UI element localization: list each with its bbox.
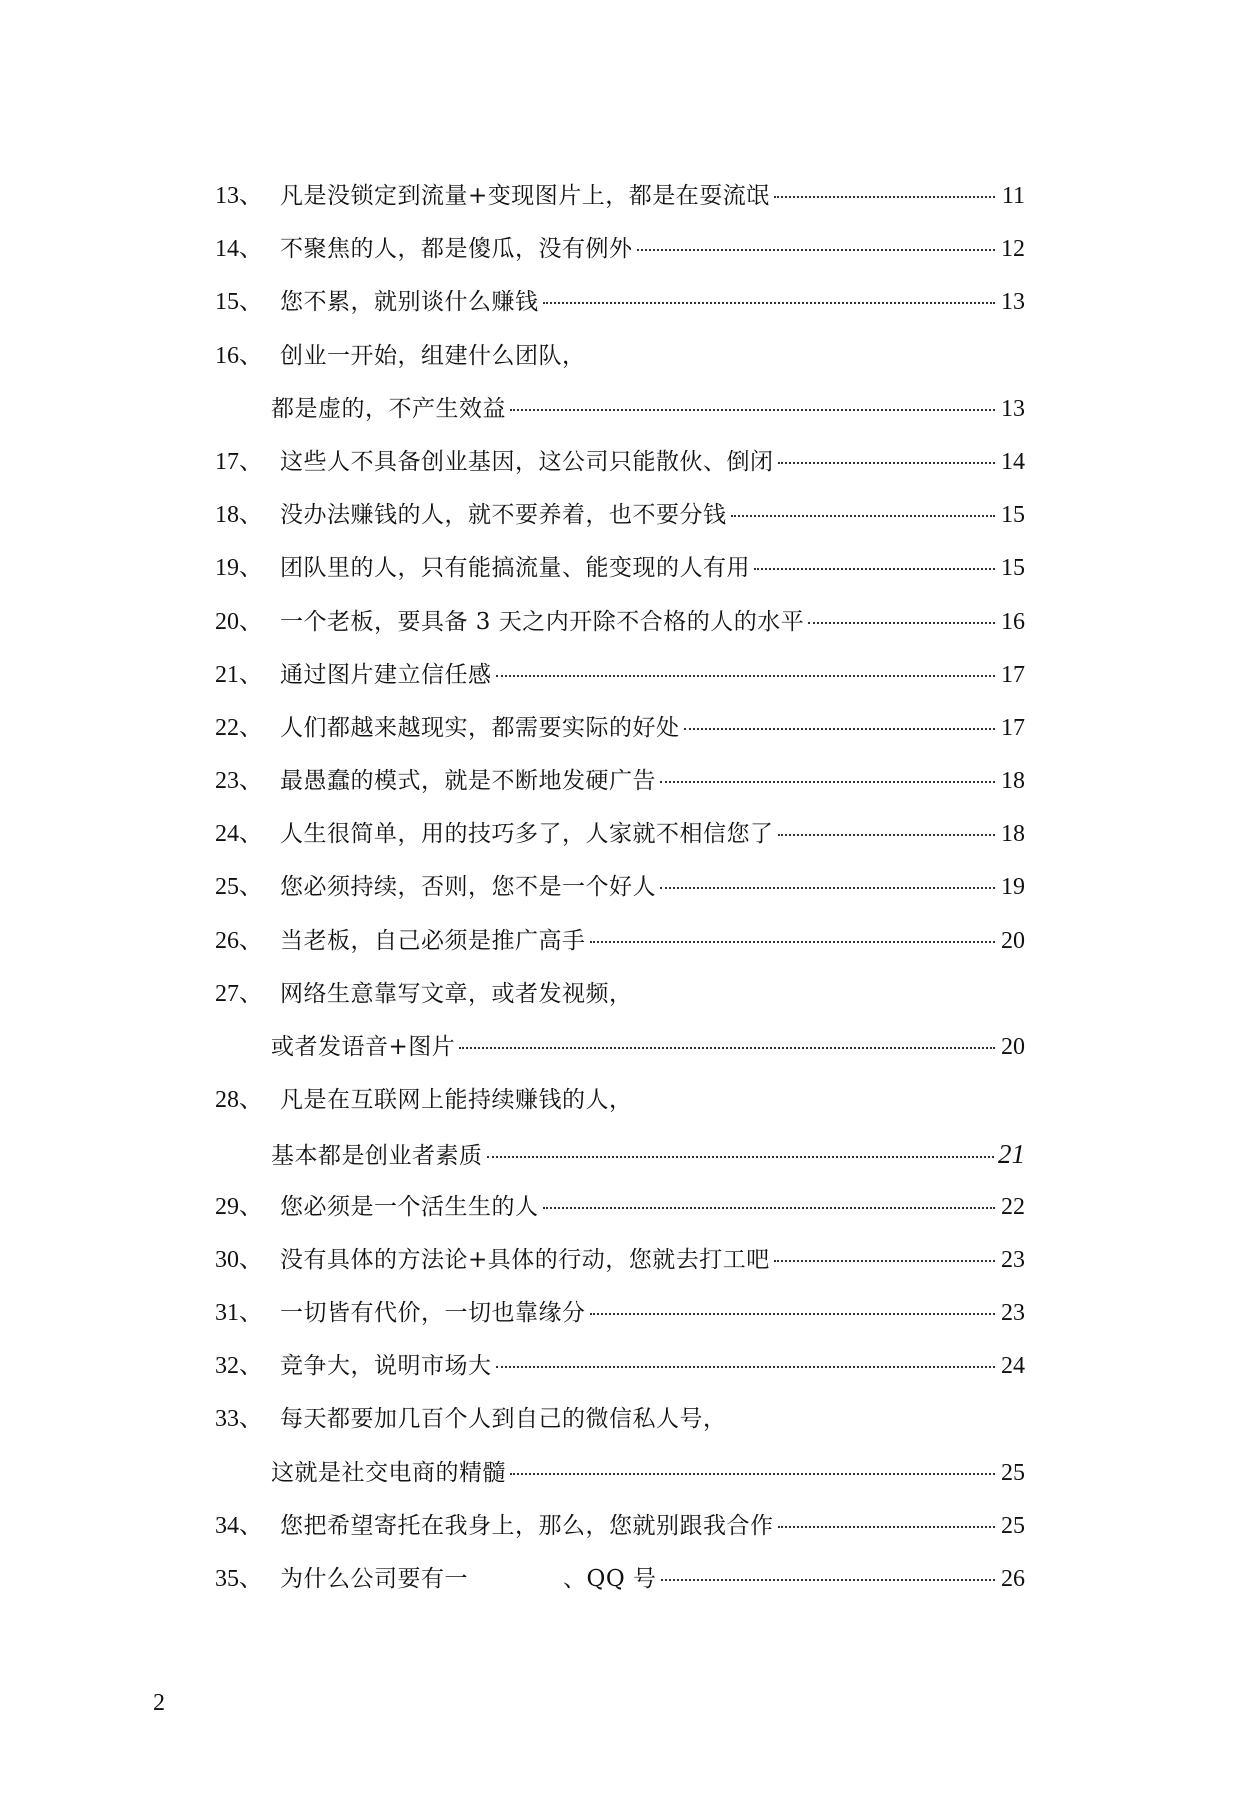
entry-title: 人生很简单，用的技巧多了，人家就不相信您了 — [280, 821, 774, 848]
entry-number: 24、 — [215, 821, 263, 848]
dot-leader — [637, 249, 996, 251]
entry-page: 25 — [1001, 1512, 1025, 1539]
toc-entry-33[interactable] — [215, 1407, 1025, 1460]
entry-title: 您必须持续，否则，您不是一个好人 — [280, 874, 656, 901]
entry-page: 13 — [1001, 395, 1025, 422]
dot-leader — [510, 409, 995, 411]
entry-page: 20 — [1001, 927, 1025, 954]
dot-leader — [808, 622, 995, 624]
dot-leader — [778, 1526, 996, 1528]
entry-title: 最愚蠢的模式，就是不断地发硬广告 — [280, 768, 656, 795]
toc-entry-31[interactable] — [215, 1301, 1025, 1354]
dot-leader — [660, 887, 995, 889]
toc-entry-17[interactable] — [215, 450, 1025, 503]
entry-number: 19、 — [215, 555, 263, 582]
entry-title: 您不累，就别谈什么赚钱 — [280, 289, 539, 316]
entry-number: 21、 — [215, 661, 263, 688]
toc-entry-27-continued[interactable] — [215, 1035, 1025, 1088]
entry-number: 31、 — [215, 1299, 263, 1326]
table-of-contents — [215, 184, 1025, 1620]
entry-title: 没办法赚钱的人，就不要养着，也不要分钱 — [280, 502, 727, 529]
entry-page: 26 — [1001, 1565, 1025, 1592]
dot-leader — [496, 675, 996, 677]
entry-number: 14、 — [215, 236, 263, 263]
toc-entry-24[interactable] — [215, 822, 1025, 875]
toc-entry-35[interactable] — [215, 1567, 1025, 1620]
entry-page: 18 — [1001, 821, 1025, 848]
entry-title: 凡是在互联网上能持续赚钱的人， — [280, 1087, 633, 1114]
entry-page: 13 — [1001, 289, 1025, 316]
entry-page: 18 — [1001, 768, 1025, 795]
entry-page: 24 — [1001, 1353, 1025, 1380]
entry-title: 当老板，自己必须是推广高手 — [280, 927, 586, 954]
dot-leader — [774, 1260, 995, 1262]
entry-title-part-2: 、QQ 号 — [563, 1565, 657, 1592]
entry-title-continued: 基本都是创业者素质 — [271, 1143, 483, 1170]
entry-page: 23 — [1001, 1246, 1025, 1273]
entry-number: 33、 — [215, 1406, 263, 1433]
entry-title: 凡是没锁定到流量+变现图片上，都是在耍流氓 — [280, 183, 770, 209]
toc-entry-15[interactable] — [215, 290, 1025, 343]
entry-title-continued: 或者发语音+图片 — [271, 1034, 456, 1060]
entry-title: 您必须是一个活生生的人 — [280, 1193, 539, 1220]
dot-leader — [754, 568, 995, 570]
entry-number: 32、 — [215, 1353, 263, 1380]
toc-entry-16[interactable] — [215, 344, 1025, 397]
dot-leader — [543, 1207, 996, 1209]
toc-entry-20[interactable] — [215, 610, 1025, 663]
entry-page: 17 — [1001, 661, 1025, 688]
entry-number: 28、 — [215, 1087, 263, 1114]
entry-number: 27、 — [215, 980, 263, 1007]
entry-number: 15、 — [215, 289, 263, 316]
entry-title: 没有具体的方法论+具体的行动，您就去打工吧 — [280, 1246, 770, 1273]
entry-page: 12 — [1001, 236, 1025, 263]
toc-entry-23[interactable] — [215, 769, 1025, 822]
entry-page: 22 — [1001, 1193, 1025, 1220]
entry-page: 20 — [1001, 1034, 1025, 1060]
toc-entry-32[interactable] — [215, 1354, 1025, 1407]
dot-leader — [496, 1366, 996, 1368]
footer-page-number: 2 — [153, 1690, 165, 1716]
entry-number: 16、 — [215, 342, 263, 369]
dot-leader — [590, 1313, 996, 1315]
entry-title: 通过图片建立信任感 — [280, 661, 492, 688]
entry-title: 您把希望寄托在我身上，那么，您就别跟我合作 — [280, 1512, 774, 1539]
toc-entry-18[interactable] — [215, 503, 1025, 556]
dot-leader — [661, 1579, 995, 1581]
entry-title: 网络生意靠写文章，或者发视频， — [280, 980, 633, 1007]
entry-title: 团队里的人，只有能搞流量、能变现的人有用 — [280, 555, 750, 582]
dot-leader — [487, 1156, 995, 1158]
toc-entry-27[interactable] — [215, 982, 1025, 1035]
dot-leader — [778, 462, 996, 464]
entry-title: 竞争大，说明市场大 — [280, 1353, 492, 1380]
toc-entry-28[interactable] — [215, 1088, 1025, 1141]
dot-leader — [510, 1473, 995, 1475]
entry-number: 35、 — [215, 1565, 263, 1592]
toc-entry-19[interactable] — [215, 556, 1025, 609]
dot-leader — [590, 941, 996, 943]
toc-entry-25[interactable] — [215, 875, 1025, 928]
dot-leader — [774, 196, 995, 198]
entry-number: 26、 — [215, 927, 263, 954]
entry-page: 25 — [1001, 1459, 1025, 1486]
dot-leader — [778, 834, 996, 836]
entry-page: 16 — [1001, 608, 1025, 635]
entry-number: 18、 — [215, 502, 263, 529]
toc-entry-30[interactable] — [215, 1248, 1025, 1301]
toc-entry-29[interactable] — [215, 1195, 1025, 1248]
entry-title — [278, 1565, 657, 1592]
toc-entry-14[interactable] — [215, 237, 1025, 290]
entry-number: 17、 — [215, 448, 263, 475]
entry-number: 25、 — [215, 874, 263, 901]
dot-leader — [459, 1047, 995, 1049]
toc-entry-26[interactable] — [215, 929, 1025, 982]
entry-page: 19 — [1001, 874, 1025, 901]
entry-page: 21 — [998, 1139, 1025, 1170]
entry-page: 14 — [1001, 448, 1025, 475]
toc-entry-21[interactable] — [215, 663, 1025, 716]
entry-number: 23、 — [215, 768, 263, 795]
toc-entry-28-continued[interactable] — [215, 1141, 1025, 1194]
entry-title: 不聚焦的人，都是傻瓜，没有例外 — [280, 236, 633, 263]
toc-entry-22[interactable] — [215, 716, 1025, 769]
toc-entry-33-continued[interactable] — [215, 1461, 1025, 1514]
entry-title: 这些人不具备创业基因，这公司只能散伙、倒闭 — [280, 448, 774, 475]
toc-entry-16-continued[interactable] — [215, 397, 1025, 450]
entry-page: 15 — [1001, 502, 1025, 529]
entry-title-continued: 都是虚的，不产生效益 — [271, 395, 506, 422]
entry-number: 20、 — [215, 608, 263, 635]
entry-number: 30、 — [215, 1246, 263, 1273]
entry-title: 一切皆有代价，一切也靠缘分 — [280, 1299, 586, 1326]
entry-number: 34、 — [215, 1512, 263, 1539]
entry-title: 人们都越来越现实，都需要实际的好处 — [280, 714, 680, 741]
entry-page: 15 — [1001, 555, 1025, 582]
dot-leader — [731, 515, 996, 517]
entry-title: 创业一开始，组建什么团队， — [280, 342, 586, 369]
entry-number: 22、 — [215, 714, 263, 741]
entry-title: 一个老板，要具备 3 天之内开除不合格的人的水平 — [280, 608, 805, 635]
entry-title: 每天都要加几百个人到自己的微信私人号， — [280, 1406, 727, 1433]
entry-number: 29、 — [215, 1193, 263, 1220]
entry-page: 11 — [1001, 183, 1025, 209]
dot-leader — [684, 728, 996, 730]
dot-leader — [660, 781, 995, 783]
entry-page: 17 — [1001, 714, 1025, 741]
toc-entry-13[interactable] — [215, 184, 1025, 237]
entry-number: 13、 — [215, 183, 263, 209]
dot-leader — [543, 302, 996, 304]
entry-title-part-1: 为什么公司要有一 — [280, 1565, 468, 1592]
entry-title-continued: 这就是社交电商的精髓 — [271, 1459, 506, 1486]
toc-entry-34[interactable] — [215, 1514, 1025, 1567]
entry-page: 23 — [1001, 1299, 1025, 1326]
